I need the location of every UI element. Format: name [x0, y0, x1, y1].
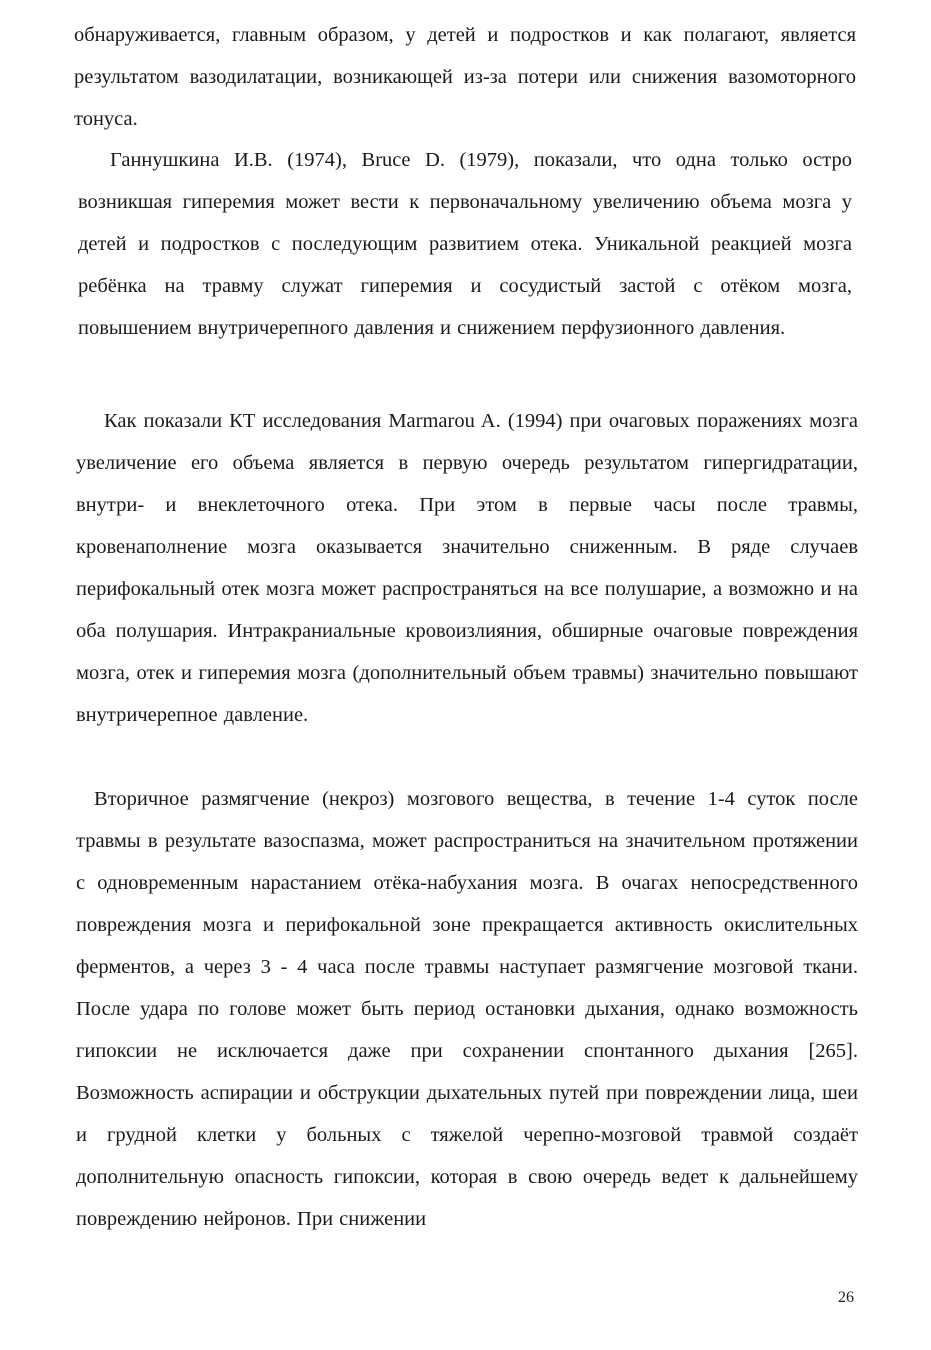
- page-number: 26: [838, 1289, 854, 1306]
- paragraph-ct-studies: Как показали КТ исследования Marmarou A. (1994) при очаговых поражениях мозга увеличение его объема является в первую очередь результатом гипергидратации, внутри- и внеклеточного отека. При этом в первые часы после травмы, кровенаполнение мозга оказывается значительно сниженным. В ряде случаев перифокальный отек мозга может распространяться на все полушарие, а возможно и на оба полушария. Интракраниальные кровоизлияния, обширные очаговые повреждения мозга, отек и гиперемия мозга (дополнительный объем травмы) значительно повышают внутричерепное давление.: [76, 410, 858, 726]
- paragraph-hyperemia: Ганнушкина И.В. (1974), Bruce D. (1979), показали, что одна только остро возникшая гиперемия может вести к первоначальному увеличению объема мозга у детей и подростков с последующим развитием отека. Уникальной реакцией мозга ребёнка на травму служат гиперемия и сосудистый застой с отёком мозга, повышением внутричерепного давления и снижением перфузионного давления.: [78, 149, 852, 339]
- paragraph-vasodilatation: обнаруживается, главным образом, у детей и подростков и как полагают, является результатом вазодилатации, возникающей из-за потери или снижения вазомоторного тонуса.: [74, 24, 856, 130]
- paragraph-secondary-necrosis: Вторичное размягчение (некроз) мозгового вещества, в течение 1-4 суток после травмы в результате вазоспазма, может распространиться на значительном протяжении с одновременным нарастанием отёка-набухания мозга. В очагах непосредственного повреждения мозга и перифокальной зоне прекращается активность окислительных ферментов, а через 3 - 4 часа после травмы наступает размягчение мозговой ткани. После удара по голове может быть период остановки дыхания, однако возможность гипоксии не исключается даже при сохранении спонтанного дыхания [265]. Возможность аспирации и обструкции дыхательных путей при повреждении лица, шеи и грудной клетки у больных с тяжелой черепно-мозговой травмой создаёт дополнительную опасность гипоксии, которая в свою очередь ведет к дальнейшему повреждению нейронов. При снижении: [76, 788, 858, 1230]
